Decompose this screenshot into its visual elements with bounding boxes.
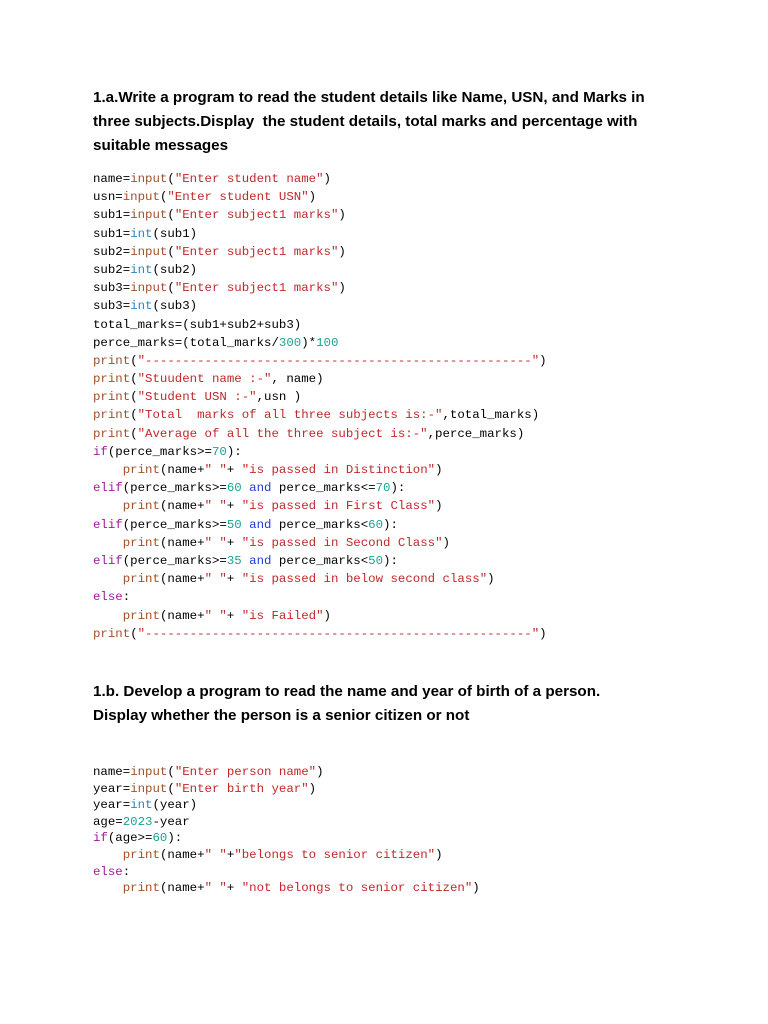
heading-line: 1.a.Write a program to read the student details like Name, USN, and Marks in	[93, 89, 645, 106]
section-a-code-block	[93, 170, 547, 643]
code-token: " "	[204, 608, 227, 623]
code-token: " "	[204, 847, 227, 862]
code-token: " "	[204, 463, 227, 477]
code-token: perce_marks<	[271, 517, 369, 532]
code-token: sub3=	[93, 281, 131, 296]
code-token: input	[122, 190, 160, 205]
code-token: 2023	[122, 814, 153, 829]
code-token: "Enter person name"	[174, 765, 317, 779]
heading-line: three subjects.Display the student details, total marks and percentage with	[93, 113, 638, 130]
code-token: " "	[204, 572, 227, 587]
code-token: +	[226, 572, 242, 587]
code-token: (name+	[159, 463, 205, 477]
code-token: year=	[93, 781, 131, 796]
code-token: )	[323, 608, 331, 623]
code-line	[93, 797, 480, 814]
code-line	[93, 206, 547, 224]
section-b-code-block	[93, 764, 480, 897]
code-token: if	[93, 831, 108, 846]
code-token: :	[122, 864, 131, 879]
code-token: sub1=	[93, 226, 131, 241]
code-token: (	[159, 190, 168, 205]
code-token: +	[226, 499, 242, 514]
code-token: )	[316, 765, 324, 779]
code-token: perce_marks=(total_marks/	[93, 335, 279, 350]
code-token: total_marks=(sub1+sub2+sub3)	[93, 317, 302, 332]
code-token: int	[130, 299, 153, 314]
code-token: (	[130, 372, 138, 387]
code-token: print	[93, 390, 131, 405]
code-token: "is passed in Distinction"	[241, 463, 436, 477]
code-token: (name+	[159, 499, 205, 514]
code-token: (	[130, 408, 138, 423]
code-token: input	[130, 765, 168, 779]
code-token: "Enter birth year"	[174, 781, 309, 796]
code-token: input	[130, 172, 168, 186]
code-token: (sub3)	[152, 299, 198, 314]
code-token: perce_marks<=	[271, 481, 376, 496]
code-token: "Stuudent name :-"	[137, 372, 272, 387]
code-line	[93, 552, 547, 570]
code-line	[93, 443, 547, 461]
code-token: (name+	[159, 881, 205, 896]
code-line	[93, 781, 480, 798]
code-token: (	[167, 765, 175, 779]
code-token: , name)	[271, 372, 324, 387]
code-token: 300	[278, 335, 302, 350]
code-token: "Enter subject1 marks"	[174, 244, 339, 259]
code-token: and	[249, 553, 272, 568]
code-token: "Enter subject1 marks"	[174, 281, 339, 296]
code-token: print	[93, 353, 131, 368]
code-token: (	[167, 172, 175, 186]
code-token: "is passed in Second Class"	[241, 535, 443, 550]
code-token: print	[122, 499, 160, 514]
heading-line: 1.b. Develop a program to read the name and year of birth of a person.	[93, 683, 601, 700]
code-token: +	[226, 463, 242, 477]
code-line	[93, 370, 547, 388]
code-token: ):	[167, 831, 183, 846]
code-token: (	[167, 244, 175, 259]
code-line	[93, 516, 547, 534]
code-line	[93, 425, 547, 443]
code-token: else	[93, 590, 123, 605]
code-token: (sub1)	[152, 226, 198, 241]
code-token: )	[442, 535, 450, 550]
code-token: " "	[204, 499, 227, 514]
code-token: 50	[226, 517, 242, 532]
code-token: print	[122, 535, 160, 550]
code-token: elif	[93, 553, 123, 568]
code-line	[93, 461, 547, 479]
code-token: " "	[204, 535, 227, 550]
code-token: ,perce_marks)	[427, 426, 525, 441]
code-token: "not belongs to senior citizen"	[241, 881, 473, 896]
code-token: print	[93, 372, 131, 387]
code-line	[93, 479, 547, 497]
code-token: int	[130, 262, 153, 277]
code-token: "is Failed"	[241, 608, 324, 623]
code-line	[93, 352, 547, 370]
code-token: (	[130, 353, 138, 368]
code-token: (name+	[159, 535, 205, 550]
code-token: (	[130, 390, 138, 405]
code-token: print	[93, 626, 131, 641]
code-line	[93, 497, 547, 515]
code-token: )	[308, 781, 317, 796]
code-token: (sub2)	[152, 262, 198, 277]
code-token	[93, 499, 123, 513]
code-token: sub1=	[93, 208, 131, 223]
code-token: (	[167, 281, 175, 296]
code-token: "is passed in below second class"	[241, 572, 488, 587]
code-line	[93, 261, 547, 279]
code-token: ,usn )	[256, 390, 302, 405]
code-token: age=	[93, 814, 123, 829]
code-token: (age>=	[107, 831, 153, 846]
code-token: int	[130, 798, 153, 813]
code-token: print	[122, 847, 160, 862]
code-token: print	[93, 408, 131, 423]
code-token: print	[122, 463, 160, 477]
code-token: else	[93, 864, 123, 879]
code-token: sub2=	[93, 262, 131, 277]
code-line	[93, 188, 547, 206]
code-token: (year)	[152, 798, 198, 813]
code-token: "Enter student USN"	[167, 190, 309, 205]
code-line	[93, 279, 547, 297]
code-token: (	[167, 781, 175, 796]
code-token: )	[539, 353, 547, 368]
code-line	[93, 607, 547, 625]
code-token: if	[93, 444, 108, 459]
code-line	[93, 534, 547, 552]
code-token	[93, 848, 123, 862]
code-token: )	[435, 463, 443, 477]
code-token: and	[249, 481, 272, 496]
code-token: +	[226, 608, 242, 623]
code-token: "Enter subject1 marks"	[174, 208, 339, 223]
code-token: 70	[211, 444, 227, 459]
code-token: (name+	[159, 572, 205, 587]
section-b-heading	[93, 680, 713, 728]
code-token: 35	[226, 553, 242, 568]
code-line	[93, 297, 547, 315]
code-line	[93, 764, 480, 781]
code-token: input	[130, 244, 168, 259]
code-token: (	[130, 426, 138, 441]
code-line	[93, 406, 547, 424]
code-token: print	[93, 426, 131, 441]
code-token: (perce_marks>=	[122, 481, 227, 496]
code-token: year=	[93, 798, 131, 813]
code-token: input	[130, 208, 168, 223]
code-line	[93, 388, 547, 406]
code-token: )	[472, 881, 480, 896]
heading-line: Display whether the person is a senior citizen or not	[93, 707, 470, 724]
code-token: )	[539, 626, 547, 641]
code-token: "----------------------------------------------------"	[137, 626, 540, 641]
code-token: (	[130, 626, 138, 641]
code-token: "Student USN :-"	[137, 390, 257, 405]
code-token: +	[226, 881, 242, 896]
code-token: int	[130, 226, 153, 241]
code-token: +	[226, 847, 235, 862]
code-token: +	[226, 535, 242, 550]
code-line	[93, 334, 547, 352]
code-token: "belongs to senior citizen"	[234, 847, 436, 862]
code-line	[93, 316, 547, 334]
code-token: "Enter student name"	[174, 172, 324, 186]
code-line	[93, 170, 547, 188]
code-line	[93, 570, 547, 588]
code-token: )	[487, 572, 495, 587]
code-token	[93, 609, 123, 623]
code-token: ,total_marks)	[442, 408, 540, 423]
code-token: ):	[383, 517, 398, 532]
code-token: print	[122, 572, 160, 587]
code-token: print	[122, 881, 160, 896]
code-token: )	[308, 190, 317, 205]
code-token: )	[338, 244, 346, 259]
code-token: " "	[204, 881, 227, 896]
code-token: "Average of all the three subject is:-"	[137, 426, 428, 441]
code-line	[93, 243, 547, 261]
code-token: sub3=	[93, 299, 131, 314]
code-token: and	[249, 517, 272, 532]
code-token: name=	[93, 765, 131, 779]
code-token: -year	[152, 814, 190, 829]
code-token: (	[167, 208, 175, 223]
code-token	[93, 463, 123, 477]
code-token: ):	[383, 553, 398, 568]
code-token: usn=	[93, 190, 123, 205]
code-token: )	[435, 499, 443, 514]
code-token: )	[323, 172, 331, 186]
code-token: elif	[93, 517, 123, 532]
code-token: 60	[152, 831, 168, 846]
code-token: 60	[368, 517, 384, 532]
code-token: elif	[93, 481, 123, 496]
code-token: 100	[316, 335, 339, 350]
code-token: "Total marks of all three subjects is:-"	[137, 408, 443, 423]
code-token: name=	[93, 172, 131, 186]
code-line	[93, 588, 547, 606]
code-line	[93, 880, 480, 897]
heading-line: suitable messages	[93, 137, 229, 154]
code-line	[93, 864, 480, 881]
code-token: input	[130, 781, 168, 796]
code-token: )	[435, 847, 443, 862]
code-token: 70	[375, 481, 391, 496]
code-token	[93, 572, 123, 586]
code-token: "----------------------------------------------------"	[137, 353, 540, 368]
code-token: ):	[390, 481, 406, 496]
code-line	[93, 225, 547, 243]
code-line	[93, 830, 480, 847]
code-token: (name+	[159, 847, 205, 862]
code-token: 50	[368, 553, 384, 568]
code-token: ):	[226, 444, 242, 459]
code-token: 60	[226, 481, 242, 496]
code-token: sub2=	[93, 244, 131, 259]
code-line	[93, 625, 547, 643]
section-a-heading	[93, 86, 713, 158]
code-token	[93, 536, 123, 550]
code-token: )	[338, 281, 346, 296]
code-token: (name+	[159, 608, 205, 623]
code-token: print	[122, 608, 160, 623]
code-line	[93, 814, 480, 831]
code-token: :	[122, 590, 131, 605]
code-token: )*	[301, 335, 317, 350]
code-token: (perce_marks>=	[107, 444, 212, 459]
code-token: "is passed in First Class"	[241, 499, 436, 514]
code-token: input	[130, 281, 168, 296]
code-line	[93, 847, 480, 864]
code-token: (perce_marks>=	[122, 517, 227, 532]
code-token: (perce_marks>=	[122, 553, 227, 568]
code-token: perce_marks<	[271, 553, 369, 568]
code-token: )	[338, 208, 346, 223]
code-token	[93, 881, 123, 895]
